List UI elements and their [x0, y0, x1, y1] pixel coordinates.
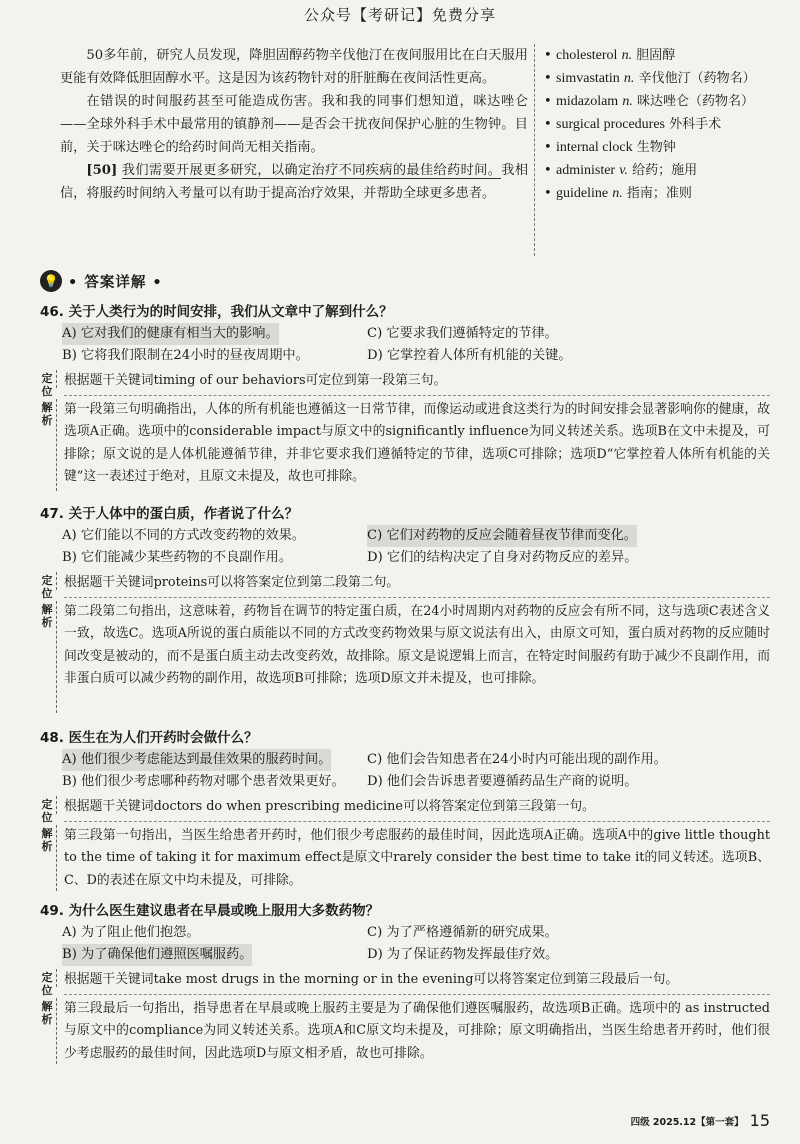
- options: [40, 749, 770, 793]
- locate-tag: 定位: [41, 574, 53, 600]
- analysis-text: 第一段第三句明确指出，人体的所有机能也遵循这一日常节律，而像运动或进食这类行为的时间安排会显著影响你的健康，故选项A正确。选项中的considerable impact与原文中的significantly influence为同义转述关系。选项B在文中未提及，可排除；原文说的是人体机能遵循节律，并非它要求我们遵循特定的节律，选项C可排除；选项D“它掌控着人体所有机能的关键”这一表述过于绝对，且原文未提及，故也可排除。: [64, 401, 770, 484]
- issue-info: 四级 2025.12【第一套】: [630, 1116, 744, 1128]
- option-d: D) 它们的结构决定了自身对药物反应的差异。: [367, 550, 638, 565]
- options: [40, 525, 770, 569]
- glossary-item: • internal clock 生物钟: [544, 140, 676, 155]
- analysis: [40, 796, 770, 892]
- analysis-text: 第二段第二句指出，这意味着，药物旨在调节的特定蛋白质，在24小时周期内对药物的反应会有所不同，这与选项C表述含义一致，故选C。选项A所说的蛋白质能以不同的方式改变药物效果与原文说法有出入，由原文可知，蛋白质对药物的反应随时间改变是被动的，而不是蛋白质主动去改变药效，故排除。原文是说逻辑上而言，在特定时间服药有助于减少不良副作用，而非蛋白质可以减少药物的副作用，故选项B可排除；选项D原文并未提及，也可排除。: [64, 603, 770, 686]
- question-47: [40, 503, 770, 691]
- analyze-tag: 解析: [41, 999, 53, 1026]
- underlined-sentence: 我们需要开展更多研究，以确定治疗不同疾病的最佳给药时间。: [121, 163, 502, 178]
- locate-tag: 定位: [41, 372, 53, 398]
- analyze-tag: 解析: [41, 400, 53, 427]
- analysis-text: 第三段最后一句指出，指导患者在早晨或晚上服药主要是为了确保他们遵医嘱服药，故选项B正确。选项中的 as instructed与原文中的compliance为同义转述关系。选项A和C原文均未提及，可排除；原文明确指出，当医生给患者开药时，他们很少考虑服药的最佳时间，因此选项D与原文相矛盾，故也可排除。: [64, 1000, 770, 1061]
- option-d: D) 他们会告诉患者要遵循药品生产商的说明。: [367, 774, 638, 789]
- glossary-item: • administer v. 给药；施用: [544, 163, 698, 178]
- analysis: [40, 370, 770, 489]
- question-49: [40, 900, 770, 1065]
- divider: [64, 395, 770, 396]
- question-title: 49. 为什么医生建议患者在早晨或晚上服用大多数药物？: [40, 903, 380, 919]
- passage-text: [60, 44, 528, 205]
- option-a: A) 它们能以不同的方式改变药物的效果。: [62, 528, 306, 543]
- locate-tag: 定位: [41, 798, 53, 824]
- locate-text: 根据题干关键词take most drugs in the morning or in the evening可以将答案定位到第三段最后一句。: [64, 972, 679, 987]
- option-b: B) 它们能减少某些药物的不良副作用。: [62, 550, 293, 565]
- glossary: [544, 44, 794, 205]
- glossary-item: • simvastatin n. 辛伐他汀（药物名）: [544, 71, 756, 86]
- analysis-text: 第三段第一句指出，当医生给患者开药时，他们很少考虑服药的最佳时间，因此选项A正确。选项A中的give little thought to the time of taking it for maximum effect是原文中rarely consider the best time to take it的同义转述。选项B、C、D的表述在原文中均未提及，可排除。: [64, 827, 770, 888]
- column-divider: [534, 44, 535, 256]
- analysis: [40, 969, 770, 1065]
- page-number: 15: [749, 1111, 770, 1130]
- question-title: 47. 关于人体中的蛋白质，作者说了什么？: [40, 506, 299, 522]
- paragraph-1: 50多年前，研究人员发现，降胆固醇药物辛伐他汀在夜间服用比在白天服用更能有效降低胆固醇水平。这是因为该药物针对的肝脏酶在夜间活性更高。: [60, 48, 528, 86]
- option-c: C) 他们会告知患者在24小时内可能出现的副作用。: [367, 752, 667, 767]
- divider: [64, 597, 770, 598]
- option-d: D) 为了保证药物发挥最佳疗效。: [367, 947, 559, 962]
- paragraph-3: [60, 159, 528, 205]
- section-header: [40, 270, 163, 292]
- option-c: C) 它们对药物的反应会随着昼夜节律而变化。: [367, 525, 637, 547]
- option-d: D) 它掌控着人体所有机能的关键。: [367, 348, 572, 363]
- glossary-item: • cholesterol n. 胆固醇: [544, 48, 676, 63]
- option-b: B) 他们很少考虑哪种药物对哪个患者效果更好。: [62, 774, 345, 789]
- option-a: A) 他们很少考虑能达到最佳效果的服药时间。: [62, 749, 331, 771]
- option-a: A) 它对我们的健康有相当大的影响。: [62, 323, 279, 345]
- option-b: B) 为了确保他们遵照医嘱服药。: [62, 944, 252, 966]
- glossary-item: • midazolam n. 咪达唑仑（药物名）: [544, 94, 754, 109]
- divider: [64, 994, 770, 995]
- locate-text: 根据题干关键词timing of our behaviors可定位到第一段第三句。: [64, 373, 447, 388]
- page-footer: [631, 1111, 770, 1130]
- option-b: B) 它将我们限制在24小时的昼夜周期中。: [62, 348, 309, 363]
- page-header: 公众号【考研记】免费分享: [303, 6, 496, 24]
- glossary-item: • surgical procedures 外科手术: [544, 117, 722, 132]
- locate-text: 根据题干关键词doctors do when prescribing medicine可以将答案定位到第三段第一句。: [64, 799, 595, 814]
- glossary-item: • guideline n. 指南；准则: [544, 186, 692, 201]
- paragraph-3-rest: 我相信，将服药时间纳入考量可以有助于提高治疗效果，并帮助全球更多患者。: [60, 163, 529, 201]
- analyze-tag: 解析: [41, 602, 53, 629]
- option-c: C) 为了严格遵循新的研究成果。: [367, 925, 558, 940]
- question-title: 48. 医生在为人们开药时会做什么？: [40, 730, 258, 746]
- locate-text: 根据题干关键词proteins可以将答案定位到第二段第二句。: [64, 575, 400, 590]
- option-c: C) 它要求我们遵循特定的节律。: [367, 326, 558, 341]
- question-48: [40, 727, 770, 892]
- question-marker: [50]: [86, 163, 118, 178]
- options: [40, 323, 770, 367]
- locate-tag: 定位: [41, 971, 53, 997]
- paragraph-2: 在错误的时间服药甚至可能造成伤害。我和我的同事们想知道，咪达唑仑——全球外科手术中最常用的镇静剂——是否会干扰夜间保护心脏的生物钟。目前，关于咪达唑仑的给药时间尚无相关指南。: [60, 94, 528, 155]
- question-title: 46. 关于人类行为的时间安排，我们从文章中了解到什么？: [40, 304, 393, 320]
- question-46: [40, 301, 770, 489]
- options: [40, 922, 770, 966]
- analyze-tag: 解析: [41, 826, 53, 853]
- option-a: A) 为了阻止他们抱怨。: [62, 925, 200, 940]
- lightbulb-icon: 💡: [40, 270, 62, 292]
- divider: [64, 821, 770, 822]
- analysis: [40, 572, 770, 691]
- section-title: • 答案详解 •: [68, 274, 163, 291]
